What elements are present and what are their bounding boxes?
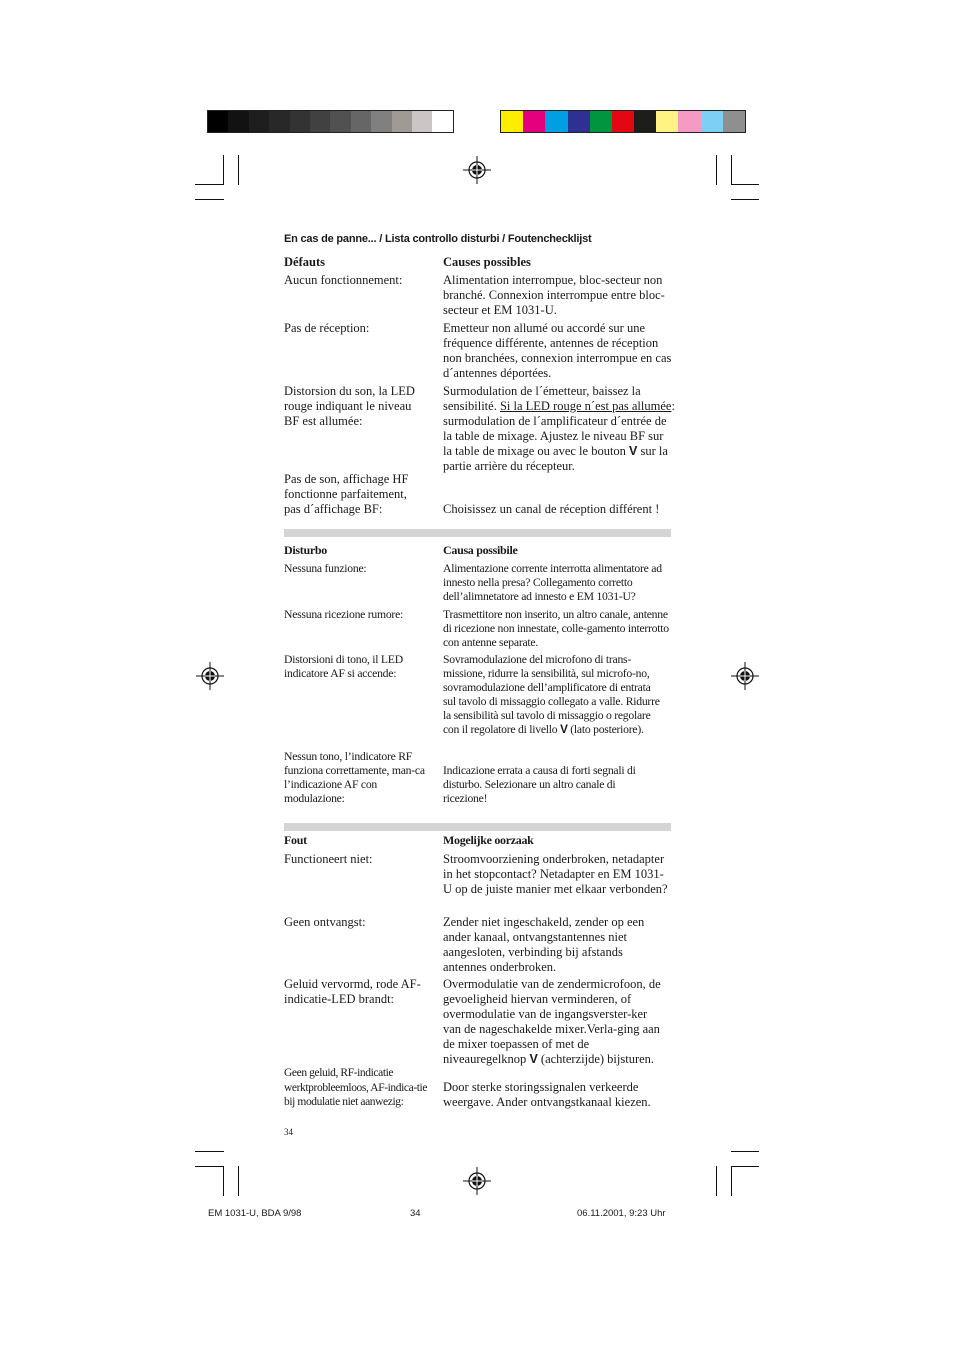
cause-cell: Indicazione errata a causa di forti segnali di disturbo. Selezionare un altro canale di ricezione! bbox=[443, 764, 636, 805]
page-heading: En cas de panne... / Lista controllo disturbi / Foutenchecklijst bbox=[284, 233, 592, 245]
color-swatch bbox=[590, 111, 612, 132]
fault-cell: Pas de réception: bbox=[284, 321, 370, 335]
fault-cell: Aucun fonctionnement: bbox=[284, 273, 403, 287]
cause-cell: Zender niet ingeschakeld, zender op een ander kanaal, ontvangstantennes niet aangesloten, verbinding bij afstands antennes onderbroken. bbox=[443, 915, 645, 974]
crop-mark bbox=[731, 155, 732, 185]
cause-cell: Surmodulation de l´émetteur, baissez la sensibilité. Si la LED rouge n´est pas allumée: surmodulation de l´amplificateur d´entrée de la table de mixage. Ajustez le niveau BF sur la table de mixage ou avec le bouton V sur la partie arrière du récepteur. bbox=[443, 384, 675, 473]
knob-v-label: V bbox=[529, 1052, 538, 1066]
section-divider bbox=[284, 529, 671, 537]
color-swatch bbox=[612, 111, 634, 132]
crop-mark bbox=[223, 155, 224, 185]
color-swatch bbox=[228, 111, 248, 132]
column-header-causes: Causes possibles bbox=[443, 255, 531, 269]
crop-mark bbox=[238, 155, 239, 185]
process-color-bar bbox=[500, 110, 746, 133]
knob-v-label: V bbox=[560, 723, 568, 736]
color-swatch bbox=[249, 111, 269, 132]
color-swatch bbox=[545, 111, 567, 132]
cause-cell: Overmodulatie van de zendermicrofoon, de gevoeligheid hiervan verminderen, of overmodulatie van de ingangsverster-ker van de nageschakelde mixer.Verla-ging aan de mixer toepassen of met de niveauregelknop V (achterzijde) bijsturen. bbox=[443, 977, 661, 1066]
color-swatch bbox=[269, 111, 289, 132]
fault-cell: Nessuna ricezione rumore: bbox=[284, 608, 404, 621]
color-swatch bbox=[723, 111, 745, 132]
crop-mark bbox=[731, 1151, 759, 1152]
cause-cell: Emetteur non allumé ou accordé sur une fréquence différente, antennes de réception non branchées, connexion interrompue en cas d´antennes déportées. bbox=[443, 321, 672, 380]
column-header-faults: Défauts bbox=[284, 255, 325, 269]
column-header-faults: Fout bbox=[284, 833, 307, 847]
crop-mark bbox=[195, 184, 224, 185]
color-swatch bbox=[701, 111, 723, 132]
crop-mark bbox=[716, 155, 717, 185]
grayscale-color-bar bbox=[207, 110, 454, 133]
crop-mark bbox=[716, 1166, 717, 1196]
color-swatch bbox=[371, 111, 391, 132]
footer-document-id: EM 1031-U, BDA 9/98 bbox=[208, 1208, 302, 1219]
cause-cell: Alimentazione corrente interrotta alimentatore ad innesto nella presa? Collegamento corretto dell’alimnetatore ad innesto e EM 1031-U? bbox=[443, 562, 662, 603]
registration-mark-icon bbox=[731, 662, 759, 690]
cause-cell: Choisissez un canal de réception différent ! bbox=[443, 502, 660, 516]
color-swatch bbox=[208, 111, 228, 132]
registration-mark-icon bbox=[463, 156, 491, 184]
color-swatch bbox=[330, 111, 350, 132]
color-swatch bbox=[351, 111, 371, 132]
cause-cell: Trasmettitore non inserito, un altro canale, antenne di ricezione non innestate, colle-gamento interrotto con antenne separate. bbox=[443, 608, 669, 649]
column-header-causes: Causa possibile bbox=[443, 543, 518, 557]
registration-mark-icon bbox=[463, 1167, 491, 1195]
fault-cell: Nessun tono, l’indicatore RF funziona correttamente, man-ca l’indicazione AF con modulazione: bbox=[284, 750, 425, 805]
color-swatch bbox=[310, 111, 330, 132]
color-swatch bbox=[656, 111, 678, 132]
column-header-faults: Disturbo bbox=[284, 543, 327, 557]
footer-page-number: 34 bbox=[410, 1208, 421, 1219]
crop-mark bbox=[731, 1166, 732, 1196]
cause-cell: Alimentation interrompue, bloc-secteur non branché. Connexion interrompue entre bloc-secteur et EM 1031-U. bbox=[443, 273, 665, 317]
knob-v-label: V bbox=[629, 444, 638, 458]
fault-cell: Geluid vervormd, rode AF-indicatie-LED brandt: bbox=[284, 977, 421, 1006]
crop-mark bbox=[731, 199, 759, 200]
fault-cell: Distorsion du son, la LED rouge indiquant le niveau BF est allumée: bbox=[284, 384, 415, 428]
color-swatch bbox=[432, 111, 452, 132]
fault-cell: Functioneert niet: bbox=[284, 852, 373, 866]
footer-timestamp: 06.11.2001, 9:23 Uhr bbox=[577, 1208, 666, 1219]
section-divider bbox=[284, 823, 671, 831]
color-swatch bbox=[523, 111, 545, 132]
color-swatch bbox=[412, 111, 432, 132]
fault-cell: Distorsioni di tono, il LED indicatore AF si accende: bbox=[284, 653, 403, 680]
color-swatch bbox=[392, 111, 412, 132]
page-number: 34 bbox=[284, 1127, 293, 1137]
fault-cell: Geen ontvangst: bbox=[284, 915, 366, 929]
cause-cell: Sovramodulazione del microfono di trans-missione, ridurre la sensibilità, sul microfo-no, sovramodulazione dell’amplificatore di entrata sul tavolo di missaggio collegato a valle. Ridurre la sensibilità sul tavolo di missaggio o regolare con il regolatore di livello V (lato posteriore). bbox=[443, 653, 660, 736]
crop-mark bbox=[195, 1151, 224, 1152]
cause-cell: Door sterke storingssignalen verkeerde weergave. Ander ontvangstkanaal kiezen. bbox=[443, 1080, 651, 1109]
fault-cell: Geen geluid, RF-indicatie werktprobleemloos, AF-indica-tie bij modulatie niet aanwezig: bbox=[284, 1067, 428, 1108]
color-swatch bbox=[568, 111, 590, 132]
color-swatch bbox=[678, 111, 700, 132]
crop-mark bbox=[195, 199, 224, 200]
color-swatch bbox=[634, 111, 656, 132]
crop-mark bbox=[731, 1166, 759, 1167]
crop-mark bbox=[238, 1166, 239, 1196]
crop-mark bbox=[195, 1166, 224, 1167]
fault-cell: Pas de son, affichage HF fonctionne parfaitement, pas d´affichage BF: bbox=[284, 472, 409, 516]
cause-cell: Stroomvoorziening onderbroken, netadapter in het stopcontact? Netadapter en EM 1031-U op de juiste manier met elkaar verbonden? bbox=[443, 852, 668, 896]
registration-mark-icon bbox=[196, 662, 224, 690]
fault-cell: Nessuna funzione: bbox=[284, 562, 367, 575]
crop-mark bbox=[731, 184, 759, 185]
color-swatch bbox=[501, 111, 523, 132]
crop-mark bbox=[223, 1166, 224, 1196]
column-header-causes: Mogelijke oorzaak bbox=[443, 833, 534, 847]
color-swatch bbox=[290, 111, 310, 132]
